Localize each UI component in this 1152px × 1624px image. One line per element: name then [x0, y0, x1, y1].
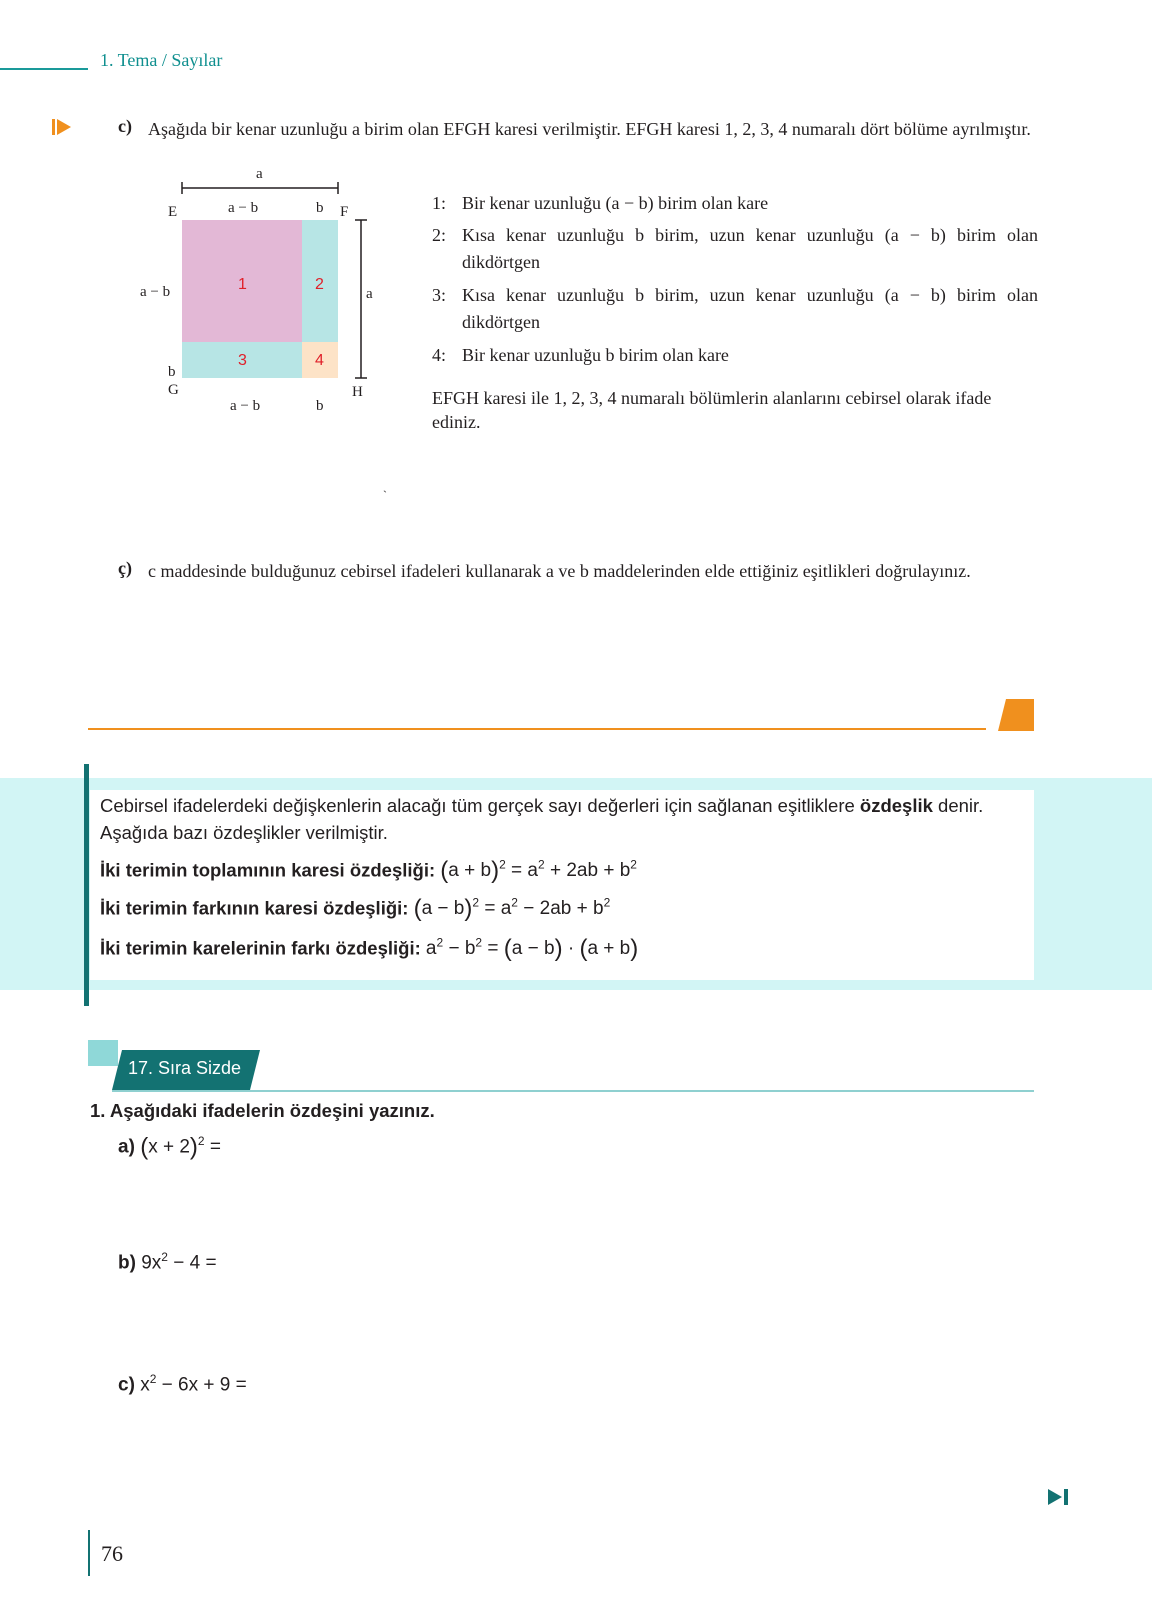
formula-dot: ·: [562, 938, 580, 960]
legend-text: Kısa kenar uzunluğu b birim, uzun kenar uzunluğu (a − b) birim olan dikdörtgen: [462, 225, 1038, 272]
label-top-a-minus-b: a − b: [228, 200, 259, 216]
region-4-label: 4: [315, 352, 324, 369]
identity-label: İki terimin farkının karesi özdeşliği:: [100, 897, 409, 919]
definition-text-start: Cebirsel ifadelerdeki değişkenlerin alacağı tüm gerçek sayı değerleri için sağlanan eşitliklere: [100, 795, 860, 816]
exercise-b: [118, 1250, 217, 1274]
item-label-c: c): [118, 116, 132, 136]
formula-exponent: 2: [475, 936, 483, 950]
exercise-exponent: 2: [161, 1250, 168, 1264]
formula-lhs: a + b: [448, 860, 492, 882]
paren-open: (: [140, 1133, 149, 1161]
square-diagram: [130, 166, 400, 432]
skip-next-icon[interactable]: [1048, 1488, 1070, 1506]
item-text-c: Aşağıda bir kenar uzunluğu a birim olan EFGH karesi verilmiştir. EFGH karesi 1, 2, 3, 4 numaralı dört bölüme ayrılmıştır.: [148, 119, 1031, 139]
stray-mark: `: [383, 488, 387, 502]
task-text: EFGH karesi ile 1, 2, 3, 4 numaralı bölümlerin alanlarını cebirsel olarak ifade ediniz.: [432, 388, 992, 432]
legend-text: Bir kenar uzunluğu b birim olan kare: [462, 345, 729, 365]
formula-exponent: 2: [630, 858, 637, 872]
definition-term: özdeşlik: [859, 795, 933, 816]
exercise-equals: =: [204, 1136, 221, 1158]
label-right-a: a: [366, 286, 373, 302]
formula-rhs-part: + 2ab + b: [544, 860, 631, 882]
exercise-expression: x: [140, 1374, 150, 1396]
legend-item-1: [432, 190, 1038, 217]
definition-text-end: denir. Aşağıda bazı özdeşlikler verilmiştir.: [100, 795, 984, 843]
identity-formula: $a^2 - b^2 = (a - b) \cdot (a + b)$: [425, 935, 639, 963]
label-top-a: a: [256, 166, 263, 182]
breadcrumb: 1. Tema / Sayılar: [100, 50, 223, 70]
exercise-exponent: 2: [197, 1134, 205, 1148]
formula-factor: a + b: [587, 938, 631, 960]
identity-sum-square: [100, 858, 637, 883]
region-3-label: 3: [238, 352, 247, 369]
exercise-label: b): [118, 1252, 136, 1274]
identity-difference-of-squares: [100, 936, 638, 961]
formula-term: − b: [443, 938, 476, 960]
identity-label: İki terimin karelerinin farkı özdeşliği:: [100, 937, 421, 959]
formula-exponent: 2: [511, 896, 518, 910]
legend-number: 2:: [432, 225, 447, 245]
legend-number: 1:: [432, 193, 447, 213]
definition-text: [100, 792, 1030, 846]
label-left-a-minus-b: a − b: [140, 284, 171, 300]
item-text-cc: c maddesinde bulduğunuz cebirsel ifadeleri kullanarak a ve b maddelerinden elde ettiğiniz eşitlikleri doğrulayınız.: [148, 561, 971, 581]
exercise-expression: 9x: [141, 1252, 162, 1274]
legend-number: 3:: [432, 285, 447, 305]
formula-factor: a − b: [511, 938, 555, 960]
orange-corner-mark: [998, 699, 1034, 731]
corner-E: E: [168, 204, 178, 220]
formula-rhs-part: − 2ab + b: [517, 898, 604, 920]
exercise-label: a): [118, 1136, 135, 1158]
region-2-label: 2: [315, 276, 324, 293]
formula-exponent: 2: [499, 858, 506, 872]
formula-rhs-part: = a: [479, 898, 512, 920]
identity-label: İki terimin toplamının karesi özdeşliği:: [100, 859, 436, 881]
play-arrow-icon: [52, 118, 72, 136]
exercise-equals: − 6x + 9 =: [156, 1374, 247, 1396]
formula-rhs-part: = a: [505, 860, 538, 882]
corner-F: F: [340, 204, 349, 220]
legend-item-3: [432, 282, 1038, 336]
exercise-equals: − 4 =: [167, 1252, 217, 1274]
legend-item-2: [432, 222, 1038, 276]
formula-exponent: 2: [538, 858, 545, 872]
formula-exponent: 2: [436, 936, 444, 950]
corner-H: H: [352, 384, 363, 400]
legend-text: Bir kenar uzunluğu (a − b) birim olan kare: [462, 193, 769, 213]
exercise-label: c): [118, 1374, 135, 1396]
label-bottom-a-minus-b: a − b: [230, 398, 261, 414]
legend-number: 4:: [432, 345, 447, 365]
label-top-b: b: [316, 200, 324, 216]
region-1-label: 1: [238, 276, 247, 293]
section-tab-title: 17. Sıra Sizde: [128, 1058, 242, 1078]
label-left-b: b: [168, 364, 176, 380]
legend-text: Kısa kenar uzunluğu b birim, uzun kenar uzunluğu (a − b) birim olan dikdörtgen: [462, 285, 1038, 332]
info-accent-bar: [84, 764, 89, 1006]
formula-exponent: 2: [472, 896, 480, 910]
identity-formula: $(a - b)^2 = a^2 - 2ab + b^2$: [413, 895, 611, 923]
formula-equals: =: [482, 938, 504, 960]
formula-exponent: 2: [603, 896, 611, 910]
exercise-a: [118, 1134, 221, 1159]
legend-item-4: [432, 342, 1038, 369]
identity-formula: $(a + b)^2 = a^2 + 2ab + b^2$: [440, 857, 637, 885]
item-label-cc: ç): [118, 558, 132, 578]
formula-term: a: [425, 938, 437, 960]
label-bottom-b: b: [316, 398, 324, 414]
header-rule: [0, 68, 88, 70]
corner-G: G: [168, 382, 179, 398]
identity-difference-square: [100, 896, 610, 921]
exercise-exponent: 2: [149, 1372, 157, 1386]
page-number-rule: [88, 1530, 90, 1576]
section-divider: [88, 728, 986, 730]
question-title: 1. Aşağıdaki ifadelerin özdeşini yazınız.: [90, 1100, 435, 1121]
formula-lhs: a − b: [421, 898, 465, 920]
paren-close: ): [189, 1133, 198, 1161]
section-tab-rule: [112, 1090, 1034, 1092]
exercise-expression: x + 2: [148, 1136, 190, 1158]
page-number: 76: [101, 1541, 123, 1566]
exercise-c: [118, 1372, 247, 1396]
